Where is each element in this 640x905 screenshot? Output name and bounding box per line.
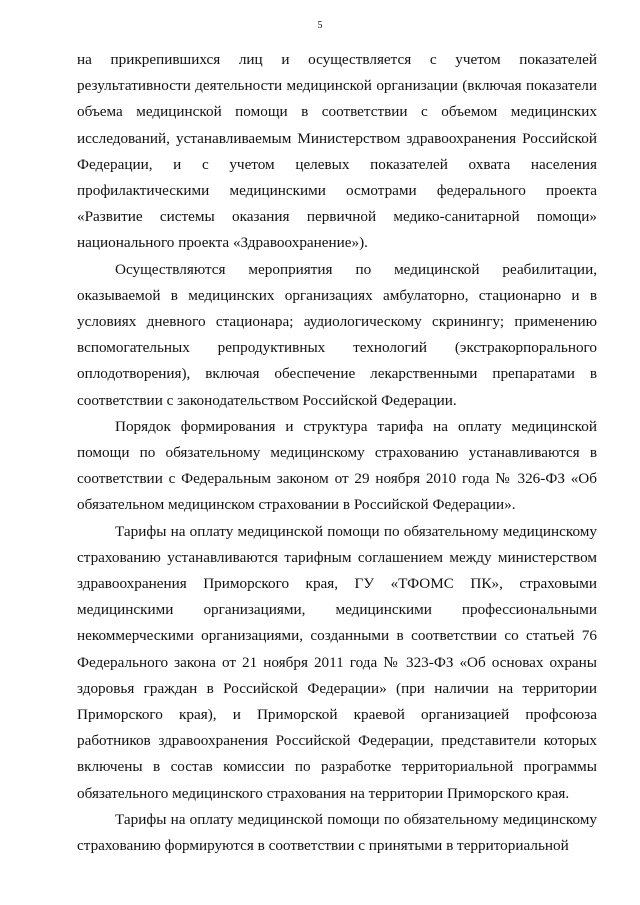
document-body xyxy=(77,47,597,859)
paragraph-rehabilitation: Осуществляются мероприятия по медицинской реабилитации, оказываемой в медицинских организациях амбулаторно, стационарно и в условиях дневного стационара; аудиологическому скринингу; применению вспомогательных репродуктивных технологий (экстракорпорального оплодотворения), включая обеспечение лекарственными препаратами в соответствии с законодательством Российской Федерации. xyxy=(77,260,597,409)
paragraph-continuation: на прикрепившихся лиц и осуществляется с учетом показателей результативности деятельности медицинской организации (включая показатели объема медицинской помощи в соответствии с объемом медицинских исследований, устанавливаемым Министерством здравоохранения Российской Федерации, и с учетом целевых показателей охвата населения профилактическими медицинскими осмотрами федерального проекта «Развитие системы оказания первичной медико-санитарной помощи» национального проекта «Здравоохранение»). xyxy=(77,51,597,252)
paragraph-tariff-structure: Порядок формирования и структура тарифа на оплату медицинской помощи по обязательному медицинскому страхованию устанавливаются в соответствии с Федеральным законом от 29 ноября 2010 года № 326-ФЗ «Об обязательном медицинском страховании в Российской Федерации». xyxy=(77,417,597,514)
paragraph-tariff-formation: Тарифы на оплату медицинской помощи по обязательному медицинскому страхованию формируются в соответствии с принятыми в территориальной xyxy=(77,810,597,855)
paragraph-tariff-agreement: Тарифы на оплату медицинской помощи по обязательному медицинскому страхованию устанавливаются тарифным соглашением между министерством здравоохранения Приморского края, ГУ «ТФОМС ПК», страховыми медицинскими организациями, медицинскими профессиональными некоммерческими организациями, созданными в соответствии со статьей 76 Федерального закона от 21 ноября 2011 года № 323-ФЗ «Об основах охраны здоровья граждан в Российской Федерации» (при наличии на территории Приморского края), и Приморской краевой организацией профсоюза работников здравоохранения Российской Федерации, представители которых включены в состав комиссии по разработке территориальной программы обязательного медицинского страхования на территории Приморского края. xyxy=(77,522,597,802)
page-number: 5 xyxy=(317,20,323,31)
